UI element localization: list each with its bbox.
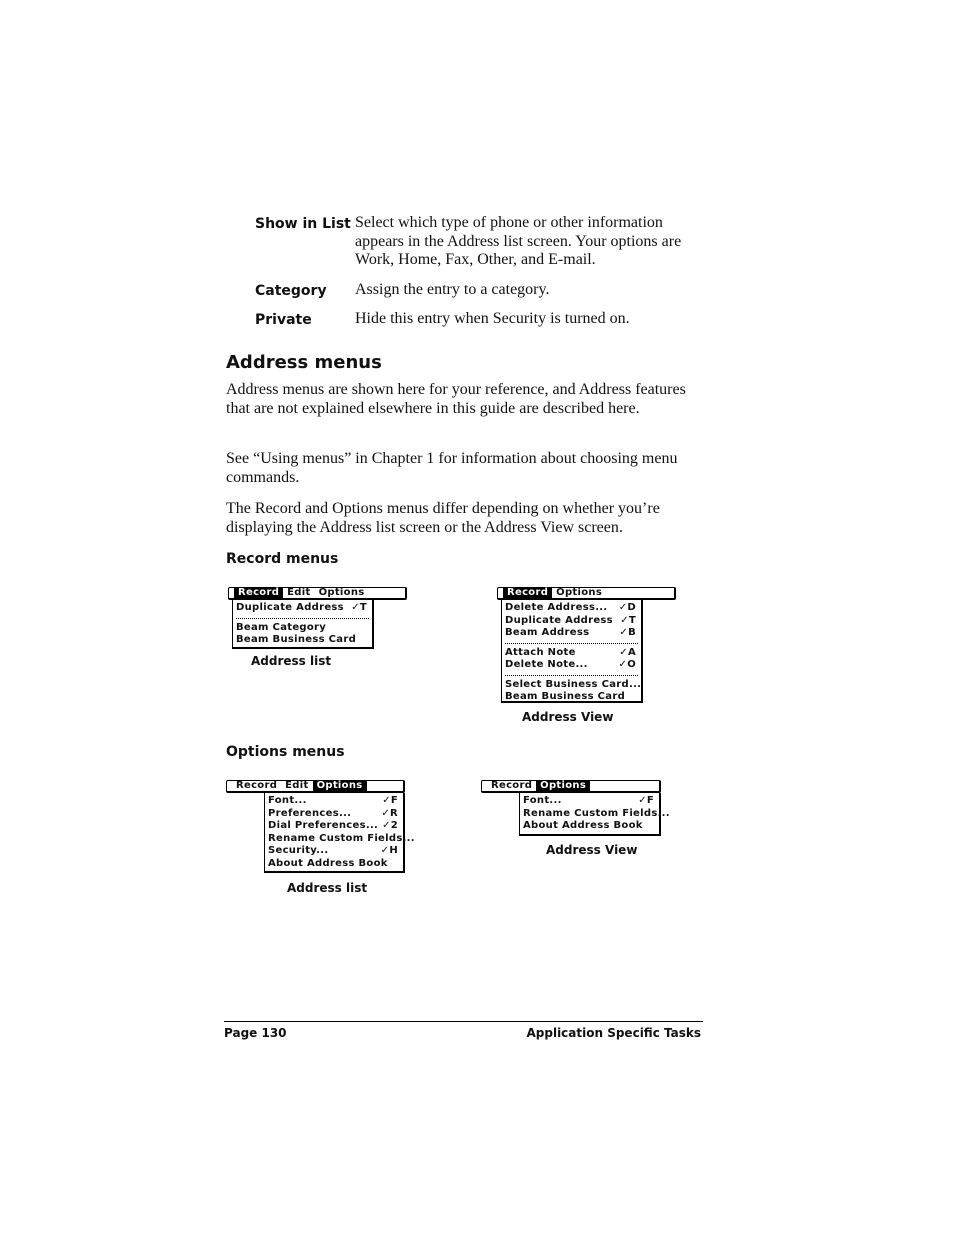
menu-item-label: About Address Book xyxy=(523,820,643,831)
paragraph: The Record and Options menus differ depending on whether you’re displaying the Address list screen or the Address View screen. xyxy=(226,500,660,536)
menu-item-font[interactable] xyxy=(268,795,400,808)
shortcut-label: ✓A xyxy=(619,646,636,658)
definition-row xyxy=(255,281,715,300)
definition-text: Assign the entry to a category. xyxy=(355,280,550,298)
menu-item-beam-business-card[interactable] xyxy=(505,691,638,704)
menu-bar xyxy=(228,587,407,600)
menu-item-font[interactable] xyxy=(523,795,656,808)
shortcut-label: ✓F xyxy=(638,795,654,806)
menu-item-label: About Address Book xyxy=(268,857,388,869)
menu-item-label: Select Business Card... xyxy=(505,678,642,690)
menu-options[interactable]: Options xyxy=(318,587,365,598)
menu-item-about-address-book[interactable] xyxy=(268,858,400,871)
menu-item-label: Delete Note... xyxy=(505,659,588,670)
menu-item-label: Duplicate Address xyxy=(505,614,613,626)
shortcut-label: ✓T xyxy=(620,614,636,626)
caption: Address list xyxy=(287,881,368,895)
menu-item-label: Preferences... xyxy=(268,807,352,819)
menu-item-label: Delete Address... xyxy=(505,602,608,613)
shortcut-label: ✓B xyxy=(619,627,636,638)
menu-record[interactable]: Record xyxy=(503,587,552,599)
menu-item-label: Beam Business Card xyxy=(505,691,626,702)
menu-item-label: Font... xyxy=(268,795,307,806)
shortcut-label: ✓2 xyxy=(382,820,398,831)
menu-item-dial-preferences[interactable] xyxy=(268,820,400,833)
definition-term: Category xyxy=(255,282,327,299)
menu-item-label: Beam Business Card xyxy=(236,634,357,645)
paragraph: Address menus are shown here for your reference, and Address features that are not explained elsewhere in this guide are described here. xyxy=(226,381,686,417)
dropdown-menu xyxy=(232,600,374,649)
dropdown-menu xyxy=(264,793,415,873)
options-menus-heading: Options menus xyxy=(226,744,345,760)
footer-rule xyxy=(224,1021,703,1022)
menu-item-beam-address[interactable] xyxy=(505,627,638,640)
menu-options[interactable]: Options xyxy=(556,587,603,598)
section-title: Address menus xyxy=(226,352,382,373)
menu-item-label: Beam Category xyxy=(236,621,327,633)
caption: Address View xyxy=(546,843,638,857)
menu-item-label: Attach Note xyxy=(505,646,576,658)
shortcut-label: ✓R xyxy=(381,807,398,819)
menu-separator xyxy=(505,643,638,644)
menu-bar xyxy=(481,780,661,793)
menu-item-security[interactable] xyxy=(268,845,400,858)
menu-item-label: Beam Address xyxy=(505,627,590,638)
dropdown-menu xyxy=(519,793,670,836)
menu-record[interactable]: Record xyxy=(234,587,283,599)
shortcut-label: ✓T xyxy=(351,602,367,613)
menu-item-select-business-card[interactable] xyxy=(505,678,642,692)
definition-term: Private xyxy=(255,312,312,328)
shortcut-label: ✓O xyxy=(618,659,636,670)
caption: Address View xyxy=(522,710,614,724)
menu-edit[interactable]: Edit xyxy=(285,780,309,791)
shortcut-label: ✓F xyxy=(382,795,398,806)
menu-item-label: Dial Preferences... xyxy=(268,820,379,831)
menu-item-duplicate-address[interactable] xyxy=(236,602,369,615)
paragraph: See “Using menus” in Chapter 1 for information about choosing menu commands. xyxy=(226,450,678,486)
definition-text: Select which type of phone or other information appears in the Address list screen. Your options are Work, Home, Fax, Other, and E-mail. xyxy=(355,214,682,268)
menu-separator xyxy=(505,675,638,676)
page-number: Page 130 xyxy=(224,1026,287,1040)
dropdown-menu xyxy=(501,600,643,703)
definition-row xyxy=(255,214,715,270)
menu-edit[interactable]: Edit xyxy=(287,587,311,598)
menu-item-label: Font... xyxy=(523,795,562,806)
definition-text: Hide this entry when Security is turned on. xyxy=(355,310,630,327)
menu-item-about-address-book[interactable] xyxy=(523,820,656,833)
menu-item-beam-category[interactable] xyxy=(236,622,369,635)
caption: Address list xyxy=(251,654,332,668)
menu-options[interactable]: Options xyxy=(536,780,590,792)
menu-record[interactable]: Record xyxy=(491,780,533,791)
shortcut-label: ✓D xyxy=(618,602,636,613)
menu-item-preferences[interactable] xyxy=(268,808,400,821)
menu-item-attach-note[interactable] xyxy=(505,647,638,660)
menu-bar xyxy=(226,780,405,793)
definition-row xyxy=(255,310,715,329)
menu-item-duplicate-address[interactable] xyxy=(505,615,638,628)
menu-item-label: Security... xyxy=(268,845,329,856)
menu-bar xyxy=(497,587,676,600)
menu-separator xyxy=(236,618,369,619)
definition-list xyxy=(255,214,715,340)
menu-item-beam-business-card[interactable] xyxy=(236,634,369,647)
menu-options[interactable]: Options xyxy=(313,780,367,792)
shortcut-label: ✓H xyxy=(380,845,398,856)
menu-record[interactable]: Record xyxy=(236,780,278,791)
menu-item-rename-custom-fields[interactable] xyxy=(523,807,670,821)
record-menus-heading: Record menus xyxy=(226,551,339,567)
menu-item-delete-note[interactable] xyxy=(505,659,638,672)
menu-item-rename-custom-fields[interactable] xyxy=(268,832,415,846)
menu-item-delete-address[interactable] xyxy=(505,602,638,615)
menu-item-label: Rename Custom Fields... xyxy=(523,807,670,819)
definition-term: Show in List xyxy=(255,216,351,232)
menu-item-label: Rename Custom Fields... xyxy=(268,832,415,844)
menu-item-label: Duplicate Address xyxy=(236,602,344,613)
chapter-title: Application Specific Tasks xyxy=(526,1026,701,1040)
